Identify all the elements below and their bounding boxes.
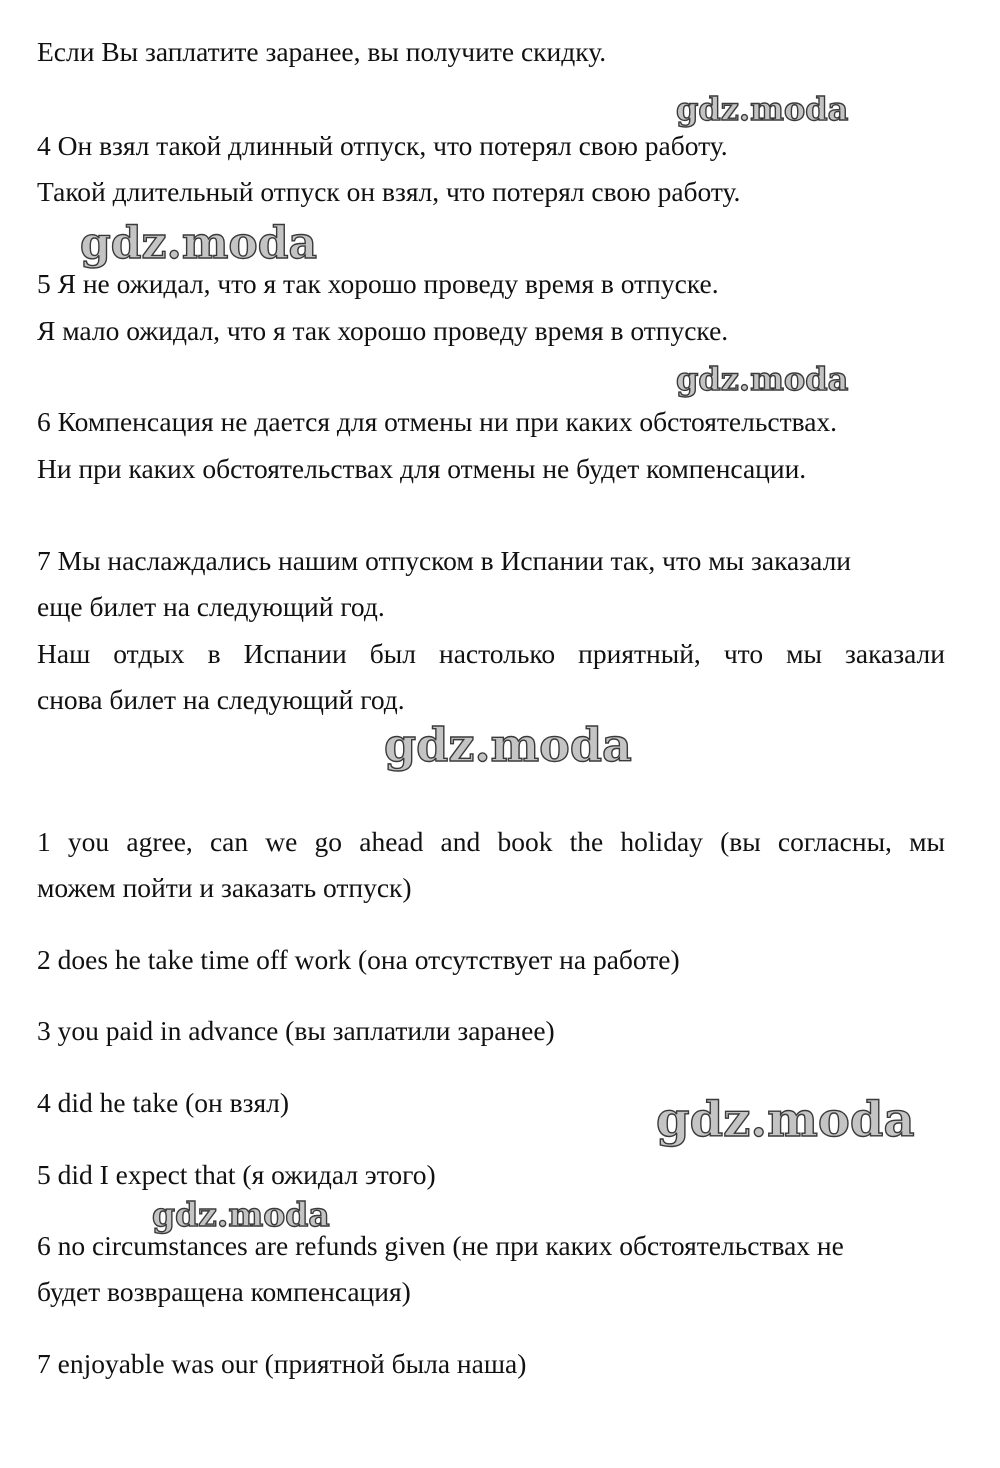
text-line: 5 Я не ожидал, что я так хорошо проведу время в отпуске. — [37, 268, 719, 299]
text-line: Я мало ожидал, что я так хорошо проведу время в отпуске. — [37, 315, 729, 346]
text-line: 2 does he take time off work (она отсутствует на работе) — [37, 944, 680, 975]
text-line: 7 Мы наслаждались нашим отпуском в Испании так, что мы заказали — [37, 545, 852, 576]
text-line: будет возвращена компенсация) — [37, 1276, 411, 1307]
watermark: gdz.moda — [80, 218, 318, 269]
text-line: Если Вы заплатите заранее, вы получите скидку. — [37, 36, 607, 67]
text-line: 6 Компенсация не дается для отмены ни при каких обстоятельствах. — [37, 406, 838, 437]
text-line: еще билет на следующий год. — [37, 591, 385, 622]
text-line: снова билет на следующий год. — [37, 684, 405, 715]
text-line: Ни при каких обстоятельствах для отмены не будет компенсации. — [37, 453, 807, 484]
text-line: 5 did I expect that (я ожидал этого) — [37, 1159, 436, 1190]
text-line: можем пойти и заказать отпуск) — [37, 872, 412, 903]
watermark: gdz.moda — [656, 1092, 915, 1148]
text-line: 4 Он взял такой длинный отпуск, что потерял свою работу. — [37, 130, 728, 161]
watermark: gdz.moda — [676, 360, 849, 398]
text-line: 6 no circumstances are refunds given (не при каких обстоятельствах не — [37, 1230, 844, 1261]
watermark: gdz.moda — [152, 1195, 330, 1234]
text-line: Наш отдых в Испании был настолько приятный, что мы заказали — [37, 638, 945, 669]
text-line: Такой длительный отпуск он взял, что потерял свою работу. — [37, 176, 741, 207]
text-line: 7 enjoyable was our (приятной была наша) — [37, 1348, 527, 1379]
text-line: 1 you agree, can we go ahead and book the holiday (вы согласны, мы — [37, 826, 945, 857]
text-line: 3 you paid in advance (вы заплатили заранее) — [37, 1015, 555, 1046]
watermark: gdz.moda — [676, 90, 849, 128]
text-line: 4 did he take (он взял) — [37, 1087, 290, 1118]
watermark: gdz.moda — [384, 718, 632, 772]
